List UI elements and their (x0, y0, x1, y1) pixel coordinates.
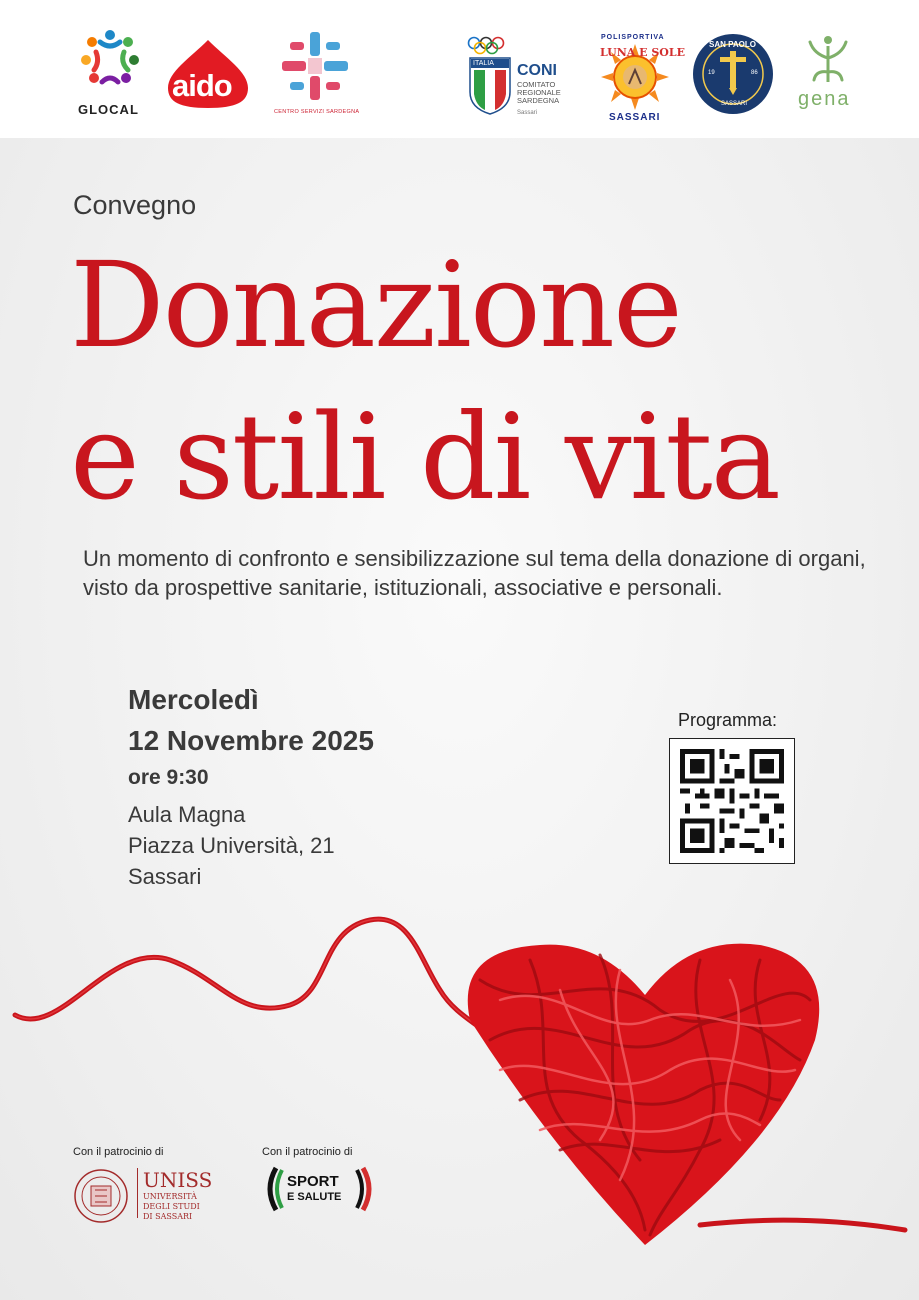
luna-sole-logo (595, 32, 686, 128)
glocal-logo (70, 28, 150, 120)
event-kicker: Convegno (73, 190, 197, 220)
coni-label: CONI (517, 62, 557, 79)
program-qr-code[interactable] (669, 738, 795, 864)
qr-code-icon (670, 739, 794, 863)
glocal-symbol (70, 28, 150, 92)
coni-shield (466, 34, 514, 116)
coni-city: Sassari (517, 110, 538, 116)
sport-salute-line1: SPORT (287, 1173, 339, 1190)
patronage-label-uniss: Con il patrocinio di (73, 1146, 164, 1158)
glocal-label: GLOCAL (78, 102, 139, 117)
uniss-name: UNISS (143, 1168, 213, 1192)
aido-logo (166, 38, 250, 110)
event-venue: Aula Magna (128, 802, 246, 827)
csv-logo (272, 30, 358, 120)
event-city: Sassari (128, 864, 202, 889)
san-paolo-year-a: 19 (708, 70, 715, 76)
event-date: 12 Novembre 2025 (128, 725, 374, 756)
san-paolo-year-b: 86 (751, 70, 758, 76)
san-paolo-logo (692, 33, 774, 115)
patronage-label-sport: Con il patrocinio di (262, 1146, 353, 1158)
event-address: Piazza Università, 21 (128, 833, 335, 858)
coni-logo (466, 34, 576, 124)
yarn-heart-illustration (0, 900, 919, 1300)
sport-salute-logo (262, 1164, 377, 1214)
csv-label: CENTRO SERVIZI SARDEGNA (274, 109, 360, 115)
event-title-line1: Donazione (70, 236, 681, 374)
gena-symbol (796, 34, 860, 86)
uniss-line1: UNIVERSITÀ (143, 1192, 197, 1201)
san-paolo-label: SAN PAOLO (709, 40, 756, 49)
coni-sub3: SARDEGNA (517, 96, 560, 105)
aido-label: aido (172, 68, 232, 103)
uniss-seal-icon (73, 1168, 133, 1224)
sport-salute-line2: E SALUTE (287, 1191, 342, 1203)
coni-italia-label: ITALIA (473, 60, 494, 67)
program-label: Programma: (678, 710, 778, 730)
uniss-line3: DI SASSARI (143, 1212, 193, 1221)
gena-logo (796, 34, 860, 114)
luna-sole-city: SASSARI (609, 112, 661, 123)
gena-label: gena (798, 88, 851, 110)
uniss-logo (73, 1168, 223, 1224)
event-time: ore 9:30 (128, 766, 209, 789)
luna-sole-name: LUNA E SOLE (600, 46, 686, 59)
san-paolo-city: SASSARI (721, 101, 748, 107)
uniss-divider (137, 1168, 138, 1218)
logo-bar (0, 0, 919, 138)
uniss-line2: DEGLI STUDI (143, 1202, 200, 1211)
coni-sub1: COMITATO (517, 80, 556, 89)
event-title-line2: e stili di vita (70, 388, 779, 526)
event-day: Mercoledì (128, 684, 259, 715)
luna-sole-top: POLISPORTIVA (601, 34, 665, 41)
csv-symbol (272, 30, 358, 102)
event-description: Un momento di confronto e sensibilizzazione sul tema della donazione di organi, visto da prospettive sanitarie, istituzionali, associative e personali. (83, 546, 866, 600)
coni-sub2: REGIONALE (517, 88, 561, 97)
